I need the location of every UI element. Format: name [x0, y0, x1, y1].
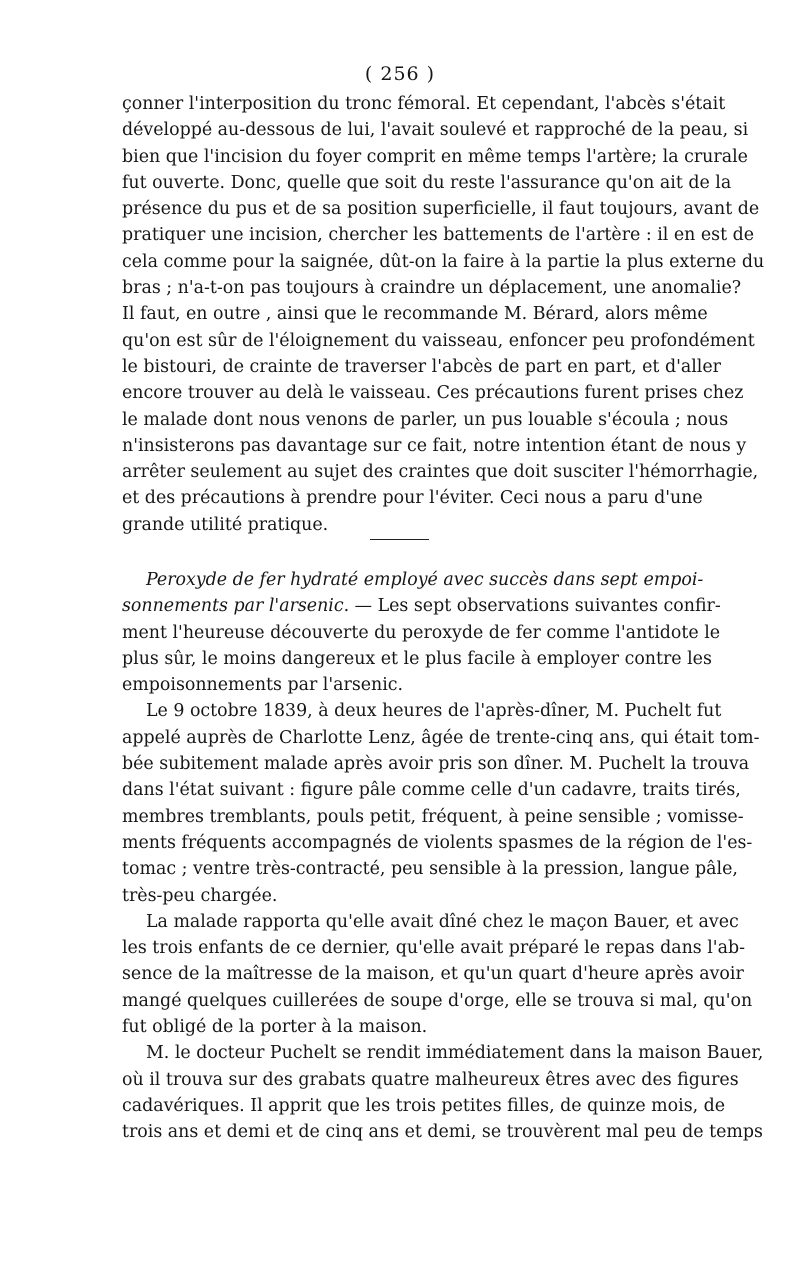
text-line: le bistouri, de crainte de traverser l'abcès de part en part, et d'aller — [122, 356, 721, 377]
paragraph-crural-artery — [122, 91, 765, 538]
section-title-line-2 — [122, 593, 721, 619]
section-intro: — Les sept observations suivantes confir- — [349, 596, 721, 617]
section-title: Peroxyde de fer hydraté employé avec succès dans sept empoi- — [146, 570, 704, 590]
paragraph-intro-rest — [122, 620, 721, 699]
text-line: ments fréquents accompagnés de violents spasmes de la région de l'es- — [122, 832, 753, 853]
text-line: M. le docteur Puchelt se rendit immédiatement dans la maison Bauer, — [146, 1043, 764, 1064]
text-line: fut obligé de la porter à la maison. — [122, 1017, 428, 1038]
text-line: encore trouver au delà le vaisseau. Ces précautions furent prises chez — [122, 383, 744, 404]
text-line: cela comme pour la saignée, dût-on la faire à la partie la plus externe du — [122, 251, 765, 272]
text-line: trois ans et demi et de cinq ans et demi, se trouvèrent mal peu de temps — [122, 1122, 763, 1143]
text-line: plus sûr, le moins dangereux et le plus facile à employer contre les — [122, 648, 712, 669]
text-line: dans l'état suivant : figure pâle comme celle d'un cadavre, traits tirés, — [122, 780, 741, 801]
text-line: bien que l'incision du foyer comprit en même temps l'artère; la crurale — [122, 146, 748, 167]
text-line: mangé quelques cuillerées de soupe d'orge, elle se trouva si mal, qu'on — [122, 990, 753, 1011]
text-line: membres tremblants, pouls petit, fréquent, à peine sensible ; vomisse- — [122, 806, 744, 827]
page-number: ( 256 ) — [364, 63, 436, 85]
text-line: le malade dont nous venons de parler, un pus louable s'écoula ; nous — [122, 409, 729, 430]
text-line: bras ; n'a-t-on pas toujours à craindre un déplacement, une anomalie? — [122, 278, 742, 299]
section-title-line — [122, 567, 704, 593]
text-line: n'insisterons pas davantage sur ce fait, notre intention étant de nous y — [122, 435, 747, 456]
text-line: cadavériques. Il apprit que les trois petites filles, de quinze mois, de — [122, 1095, 726, 1116]
paragraph-bauer-dinner — [122, 909, 753, 1040]
section-title-end: sonnements par l'arsenic. — [122, 596, 350, 617]
text-line: très-peu chargée. — [122, 885, 278, 906]
text-line: ment l'heureuse découverte du peroxyde de fer comme l'antidote le — [122, 622, 721, 643]
paragraph-lenz-case — [122, 698, 760, 908]
text-line: arrêter seulement au sujet des craintes que doit susciter l'hémorrhagie, — [122, 462, 759, 483]
text-line: Le 9 octobre 1839, à deux heures de l'après-dîner, M. Puchelt fut — [146, 701, 722, 722]
text-line: sence de la maîtresse de la maison, et qu'un quart d'heure après avoir — [122, 964, 744, 985]
text-line: bée subitement malade après avoir pris son dîner. M. Puchelt la trouva — [122, 754, 750, 775]
section-peroxyde — [122, 567, 764, 1146]
text-line: Il faut, en outre , ainsi que le recommande M. Bérard, alors même — [122, 304, 708, 325]
text-line: empoisonnements par l'arsenic. — [122, 675, 404, 696]
paragraph-bauer-house — [122, 1040, 764, 1145]
text-line: tomac ; ventre très-contracté, peu sensible à la pression, langue pâle, — [122, 859, 738, 880]
text-line: présence du pus et de sa position superficielle, il faut toujours, avant de — [122, 199, 760, 220]
text-line: grande utilité pratique. — [122, 514, 329, 535]
text-line: fut ouverte. Donc, quelle que soit du reste l'assurance qu'on ait de la — [122, 172, 732, 193]
text-line: qu'on est sûr de l'éloignement du vaisseau, enfoncer peu profondément — [122, 330, 755, 351]
text-line: et des précautions à prendre pour l'éviter. Ceci nous a paru d'une — [122, 488, 703, 509]
text-line: çonner l'interposition du tronc fémoral. Et cependant, l'abcès s'était — [122, 94, 726, 114]
section-divider — [370, 539, 429, 540]
text-line: La malade rapporta qu'elle avait dîné chez le maçon Bauer, et avec — [146, 911, 739, 932]
text-line: développé au-dessous de lui, l'avait soulevé et rapproché de la peau, si — [122, 120, 749, 141]
text-line: pratiquer une incision, chercher les battements de l'artère : il en est de — [122, 225, 755, 246]
text-line: les trois enfants de ce dernier, qu'elle avait préparé le repas dans l'ab- — [122, 938, 745, 959]
text-line: appelé auprès de Charlotte Lenz, âgée de trente-cinq ans, qui était tom- — [122, 727, 760, 748]
text-line: où il trouva sur des grabats quatre malheureux êtres avec des figures — [122, 1069, 739, 1090]
